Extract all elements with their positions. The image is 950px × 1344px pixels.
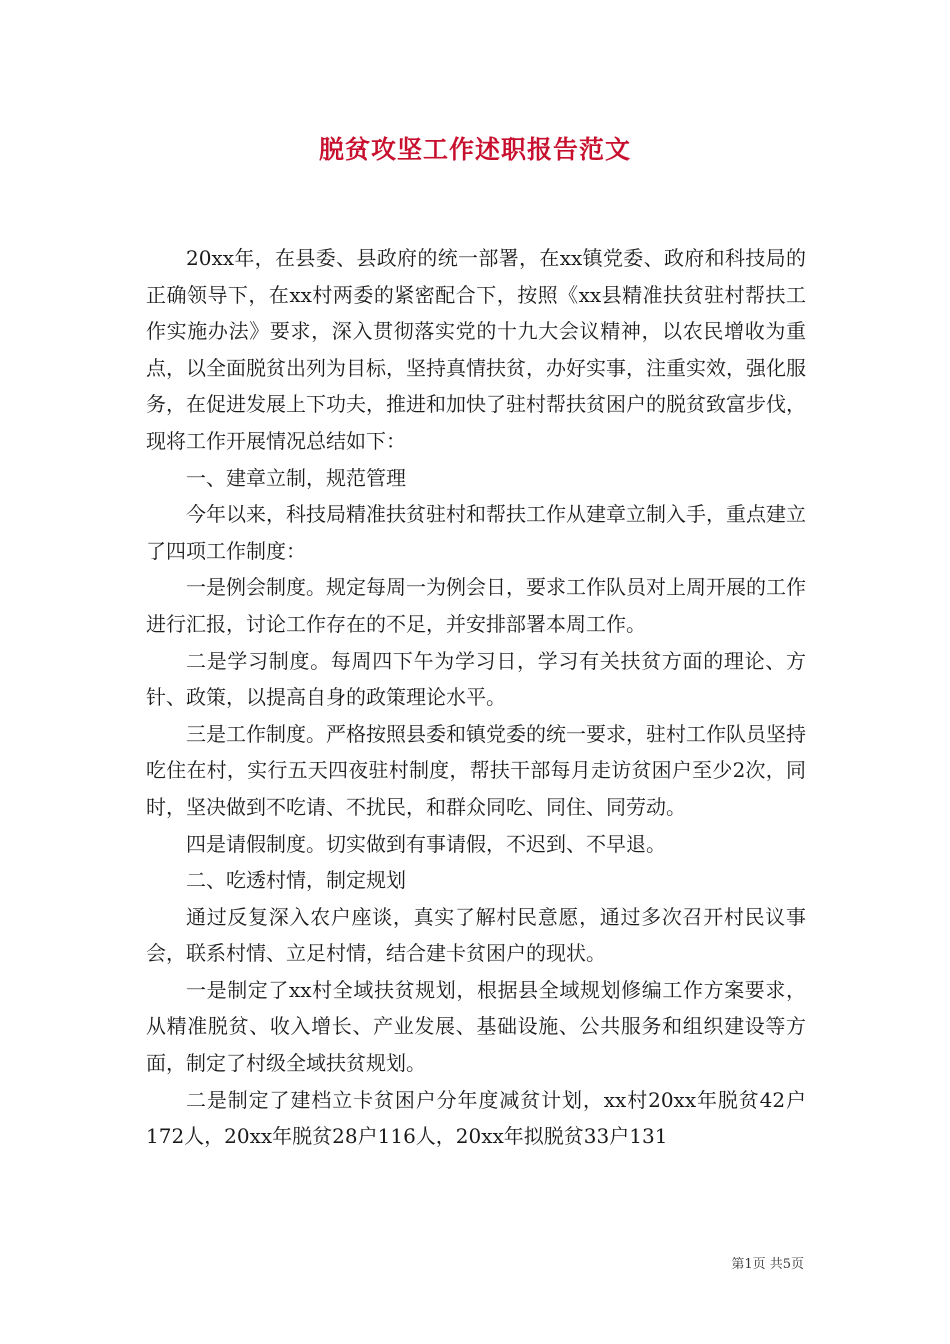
section-heading: 二、吃透村情，制定规划	[186, 868, 406, 893]
paragraph: 一是例会制度。规定每周一为例会日，要求工作队员对上周开展的工作进行汇报，讨论工作存在的不足，并安排部署本周工作。	[146, 575, 806, 636]
paragraph: 今年以来，科技局精准扶贫驻村和帮扶工作从建章立制入手，重点建立了四项工作制度：	[146, 502, 806, 563]
document-title: 脱贫攻坚工作述职报告范文	[318, 135, 631, 164]
document-body	[146, 240, 806, 1155]
paragraph: 二是学习制度。每周四下午为学习日，学习有关扶贫方面的理论、方针、政策，以提高自身的政策理论水平。	[146, 648, 806, 710]
page-number: 第1页 共5页	[731, 1257, 804, 1272]
section-heading: 一、建章立制，规范管理	[186, 465, 406, 490]
paragraph: 二是制定了建档立卡贫困户分年度减贫计划，xx村20xx年脱贫42户172人，20xx年脱贫28户116人，20xx年拟脱贫33户131	[146, 1087, 806, 1149]
paragraph: 四是请假制度。切实做到有事请假，不迟到、不早退。	[186, 831, 666, 856]
paragraph: 三是工作制度。严格按照县委和镇党委的统一要求，驻村工作队员坚持吃住在村，实行五天四夜驻村制度，帮扶干部每月走访贫困户至少2次，同时，坚决做到不吃请、不扰民，和群众同吃、同住、同劳动。	[146, 721, 806, 819]
paragraph: 通过反复深入农户座谈，真实了解村民意愿，通过多次召开村民议事会，联系村情、立足村情，结合建卡贫困户的现状。	[146, 904, 806, 966]
paragraph: 20xx年，在县委、县政府的统一部署，在xx镇党委、政府和科技局的正确领导下，在xx村两委的紧密配合下，按照《xx县精准扶贫驻村帮扶工作实施办法》要求，深入贯彻落实党的十九大会议精神，以农民增收为重点，以全面脱贫出列为目标，坚持真情扶贫，办好实事，注重实效，强化服务，在促进发展上下功夫，推进和加快了驻村帮扶贫困户的脱贫致富步伐，现将工作开展情况总结如下：	[146, 246, 806, 453]
paragraph: 一是制定了xx村全域扶贫规划，根据县全域规划修编工作方案要求，从精准脱贫、收入增长、产业发展、基础设施、公共服务和组织建设等方面，制定了村级全域扶贫规划。	[146, 977, 806, 1076]
